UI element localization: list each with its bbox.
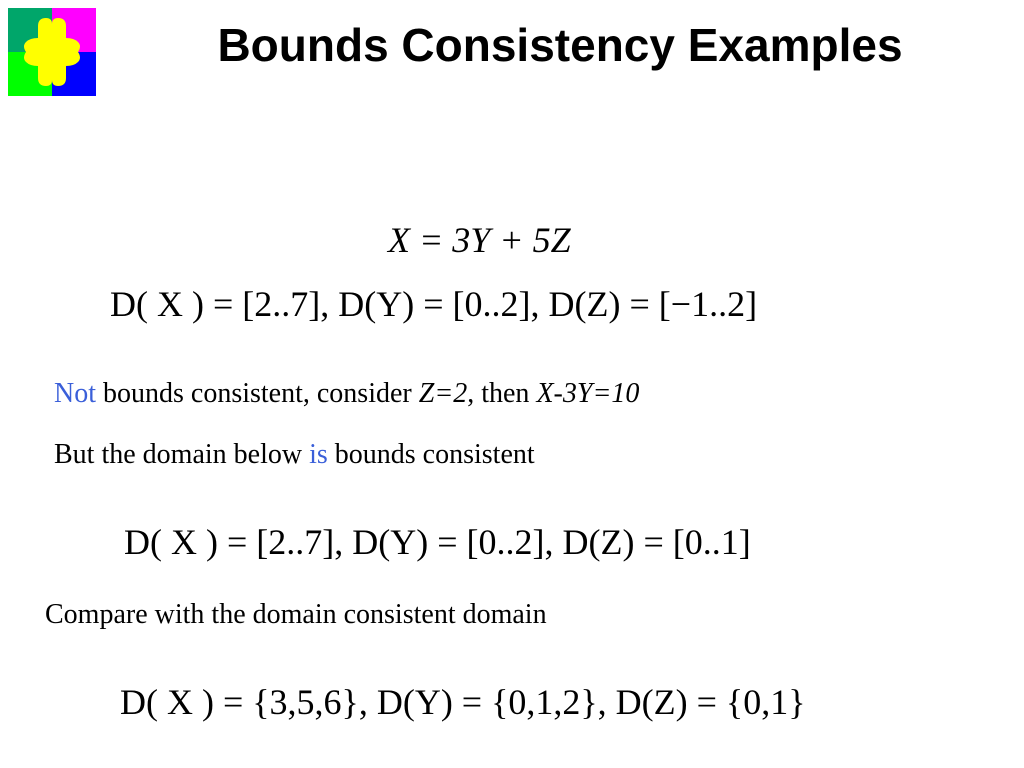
z-assignment: Z=2 — [418, 378, 468, 409]
compare-line: Compare with the domain consistent domain — [45, 599, 547, 630]
slide-title: Bounds Consistency Examples — [217, 19, 903, 71]
line2-part2: bounds consistent — [327, 439, 535, 470]
bounds-domain-equation — [124, 524, 751, 560]
initial-domain-text: D( X ) = [2..7], D(Y) = [0..2], D(Z) = [−1..2] — [110, 284, 758, 324]
initial-domain-equation — [110, 286, 757, 322]
is-keyword: is — [309, 439, 328, 470]
line1-part2: , then — [467, 378, 537, 409]
consistent-domain-text: D( X ) = {3,5,6}, D(Y) = {0,1,2}, D(Z) = {0,1} — [120, 682, 806, 722]
consistent-domain-equation — [120, 684, 806, 720]
constraint-text: X = 3Y + 5Z — [388, 220, 571, 260]
line2-part1: But the domain below — [54, 439, 310, 470]
x-result: X-3Y=10 — [536, 378, 640, 409]
line1-part1: bounds consistent, consider — [96, 378, 419, 409]
not-keyword: Not — [54, 378, 96, 409]
is-bounds-consistent-line — [54, 441, 535, 469]
bounds-domain-text: D( X ) = [2..7], D(Y) = [0..2], D(Z) = [0..1] — [124, 522, 751, 562]
not-bounds-consistent-line — [54, 380, 639, 408]
constraint-equation — [388, 222, 571, 258]
